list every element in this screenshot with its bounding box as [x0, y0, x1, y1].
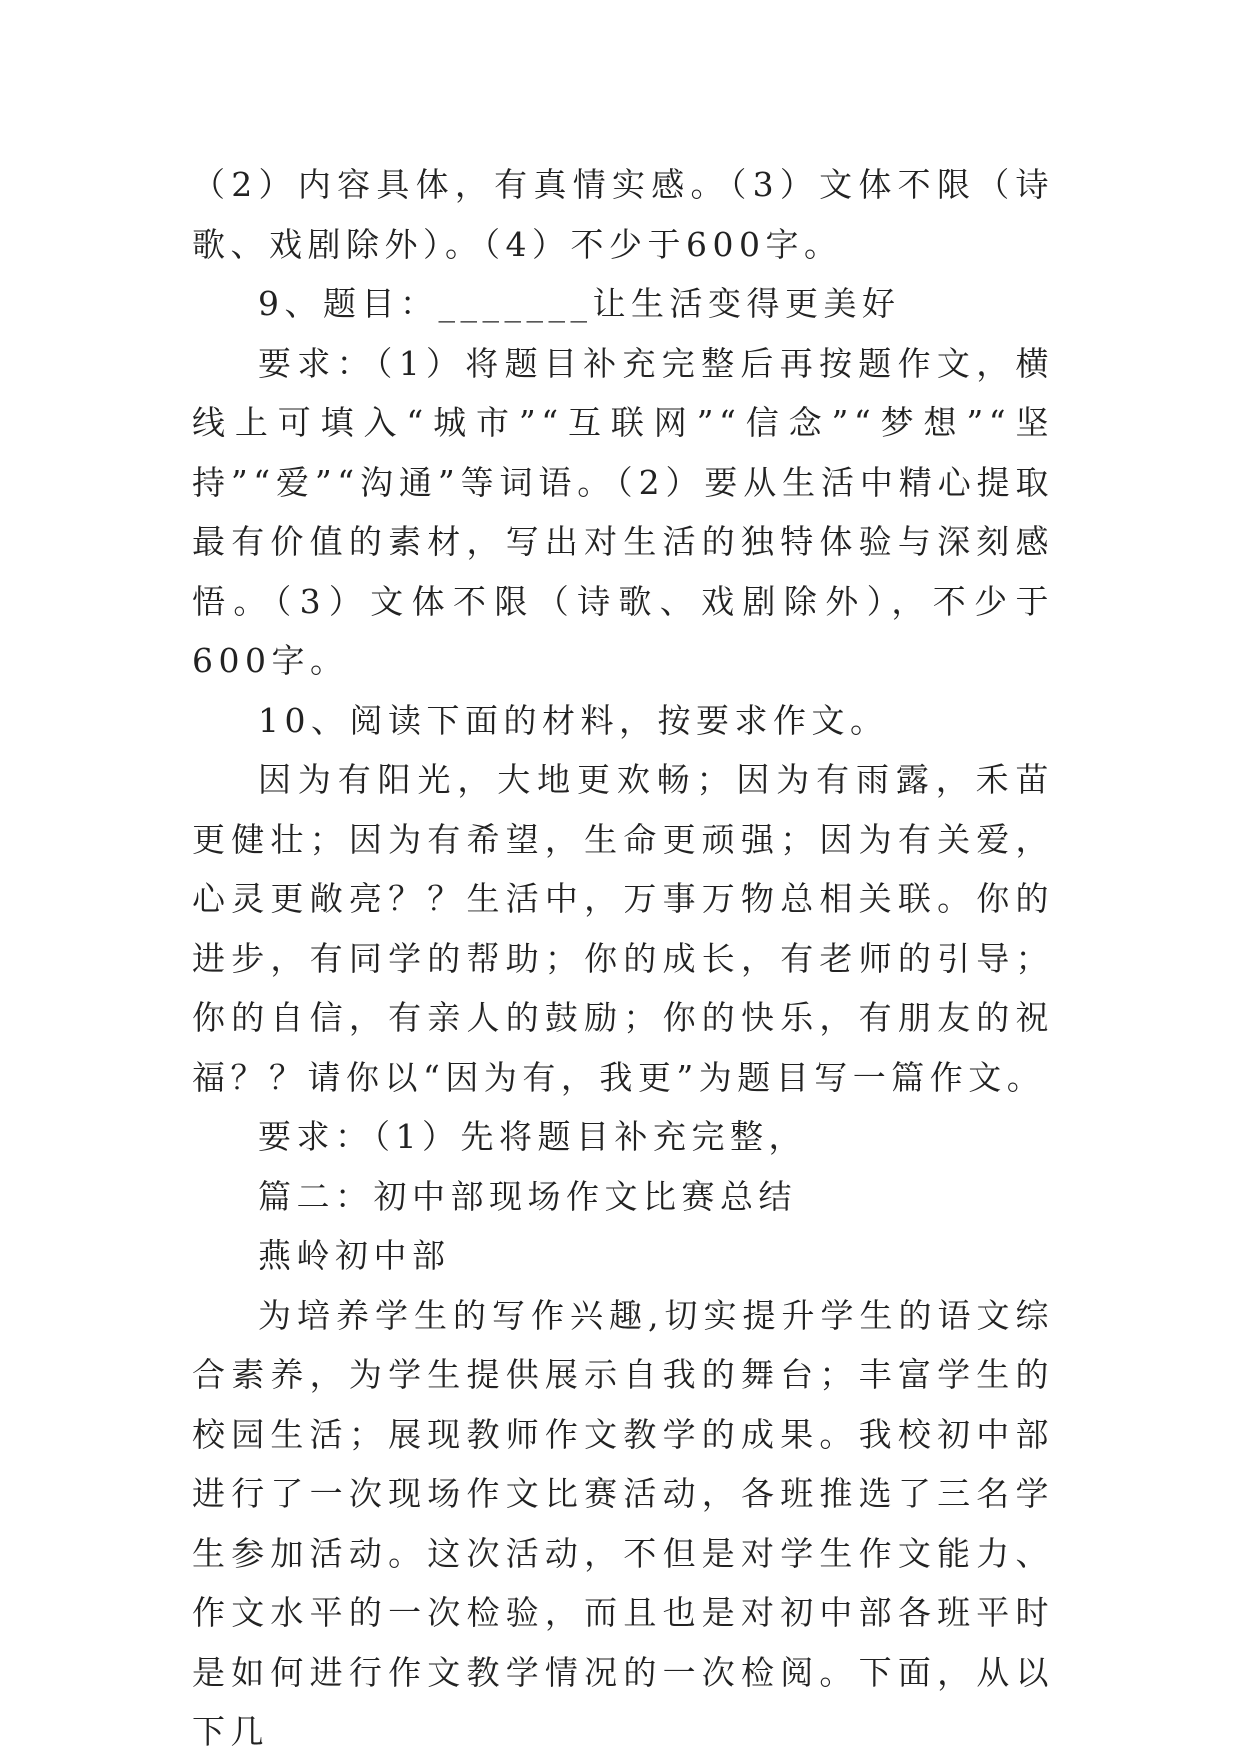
- section-heading: 篇二：初中部现场作文比赛总结: [258, 1176, 797, 1216]
- paragraph-topic-9-requirements: 要求：（1）将题目补充完整后再按题作文，横线上可填入“城市”“互联网”“信念”“梦想”“坚持”“爱”“沟通”等词语。（2）要从生活中精心提取最有价值的素材，写出对生活的独特体验与深刻感悟。（3）文体不限（诗歌、戏剧除外），不少于600字。: [192, 343, 1054, 680]
- paragraph-requirements-continued: （2）内容具体，有真情实感。（3）文体不限（诗歌、戏剧除外）。（4）不少于600字。: [192, 165, 1054, 264]
- paragraph-topic-10-requirements: 要求：（1）先将题目补充完整，: [258, 1117, 807, 1156]
- school-name: 燕岭初中部: [258, 1236, 451, 1275]
- paragraph-summary-intro: 为培养学生的写作兴趣,切实提升学生的语文综合素养，为学生提供展示自我的舞台；丰富学生的校园生活；展现教师作文教学的成果。我校初中部进行了一次现场作文比赛活动，各班推选了三名学生参加活动。这次活动，不但是对学生作文能力、作文水平的一次检验，而且也是对初中部各班平时是如何进行作文教学情况的一次检阅。下面，从以下几: [192, 1295, 1054, 1751]
- document-body: [192, 155, 1054, 1762]
- paragraph-topic-10-material: 因为有阳光，大地更欢畅；因为有雨露，禾苗更健壮；因为有希望，生命更顽强；因为有关爱，心灵更敞亮？？生活中，万事万物总相关联。你的进步，有同学的帮助；你的成长，有老师的引导；你的自信，有亲人的鼓励；你的快乐，有朋友的祝福？？请你以“因为有，我更”为题目写一篇作文。: [192, 760, 1054, 1097]
- paragraph-topic-9: 9、题目：_______让生活变得更美好: [258, 284, 901, 323]
- paragraph-topic-10: 10、阅读下面的材料，按要求作文。: [258, 700, 889, 740]
